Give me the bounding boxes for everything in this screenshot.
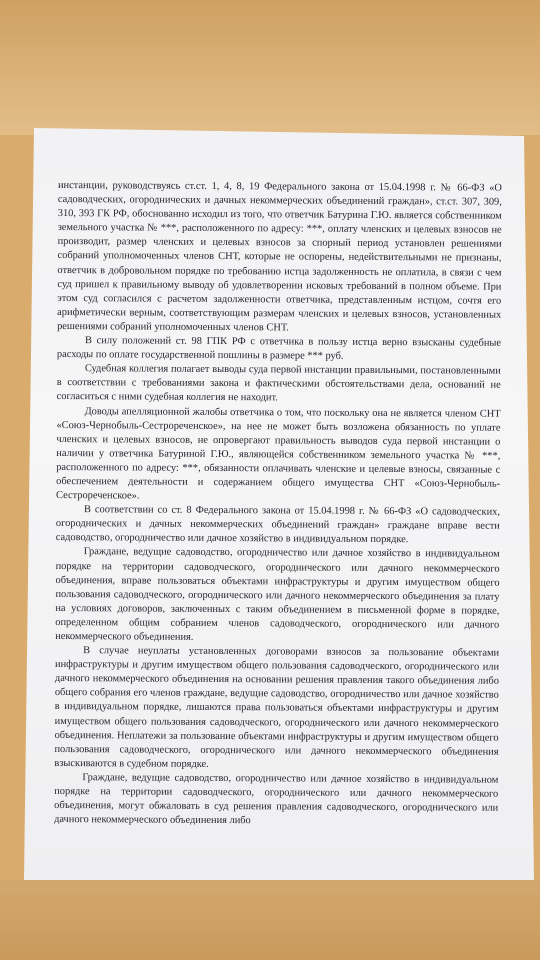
- desk-background-top: [0, 0, 540, 135]
- paragraph-6: Граждане, ведущие садоводство, огородничество или дачное хозяйство в индивидуальном порядке на территории садоводческого, огороднического или дачного некоммерческого объединения, вправе пользоваться объектами инфраструктуры и другим имуществом общего пользования садоводческого, огороднического или дачного некоммерческого объединения за плату на условиях договоров, заключенных с таким объединением в письменной форме в порядке, определенном общим собранием членов садоводческого, огороднического или дачного некоммерческого объединения.: [55, 546, 500, 643]
- paragraph-4: Доводы апелляционной жалобы ответчика о том, что поскольку она не является членом СНТ «Союз-Чернобыль-Сестрореченское», на нее не может быть возложена обязанность по уплате членских и целевых взносов, не опровергают правильность выводов суда первой инстанции о наличии у ответчика Батуриной Г.Ю., являющейся собственником земельного участка № ***, расположенного по адресу: ***, обязанности оплачивать членские и целевые взносы, связанные с обеспечением деятельности и содержанием общего имущества СНТ «Союз-Чернобыль-Сестрореченское».: [56, 405, 501, 502]
- paragraph-2: В силу положений ст. 98 ГПК РФ с ответчика в пользу истца верно взысканы судебные расходы по оплате государственной пошлины в размере *** руб.: [56, 335, 502, 362]
- paragraph-8: Граждане, ведущие садоводство, огородничество или дачное хозяйство в индивидуальном порядке на территории садоводческого, огороднического или дачного некоммерческого объединения, могут обжаловать в суд решения правления садоводческого, огороднического или дачного некоммерческого объединения либо: [54, 772, 499, 827]
- paragraph-1: инстанции, руководствуясь ст.ст. 1, 4, 8, 19 Федерального закона от 15.04.1998 г. № 66-ФЗ «О садоводческих, огороднических и дачных некоммерческих объединений граждан», ст.ст. 307, 309, 310, 393 ГК РФ, обоснованно исходил из того, что ответчик Батурина Г.Ю. является собственником земельного участка № ***, расположенного по адресу: ***, оплату членских и целевых взносов не производит, размер членских и целевых взносов за спорный период установлен решениями собраний уполномоченных членов СНТ, которые не оспорены, недействительными не признаны, ответчик в добровольном порядке по требованию истца задолженность не оплатила, в связи с чем суд пришел к правильному выводу об удовлетворении исковых требований в полном объеме. При этом суд согласился с расчетом задолженности ответчика, представленным истцом, сочтя его арифметически верным, соответствующим размерам членских и целевых взносов, установленных решениями собраний уполномоченных членов СНТ.: [57, 179, 502, 334]
- paragraph-7: В случае неуплаты установленных договорами взносов за пользование объектами инфраструктуры и другим имуществом общего пользования садоводческого, огороднического или дачного некоммерческого объединения на основании решения правления такого объединения либо общего собрания его членов граждане, ведущие садоводство, огородничество или дачное хозяйство в индивидуальном порядке, лишаются права пользоваться объектами инфраструктуры и другим имуществом общего пользования садоводческого, огороднического или дачного некоммерческого объединения. Неплатежи за пользование объектами инфраструктуры и другим имуществом общего пользования садоводческого, огороднического или дачного некоммерческого объединения взыскиваются в судебном порядке.: [54, 645, 500, 770]
- paragraph-3: Судебная коллегия полагает выводы суда первой инстанции правильными, постановленными в соответствии с требованиями закона и фактическими обстоятельствами дела, оснований не согласиться с ними судебная коллегия не находит.: [56, 363, 501, 404]
- desk-background-bottom: [0, 880, 540, 960]
- paragraph-5: В соответствии со ст. 8 Федерального закона от 15.04.1998 г. № 66-ФЗ «О садоводческих, огороднических и дачных некоммерческих объединений граждан» граждане вправе вести садоводство, огородничество или дачное хозяйство в индивидуальном порядке.: [55, 504, 501, 546]
- document-text: [54, 179, 502, 830]
